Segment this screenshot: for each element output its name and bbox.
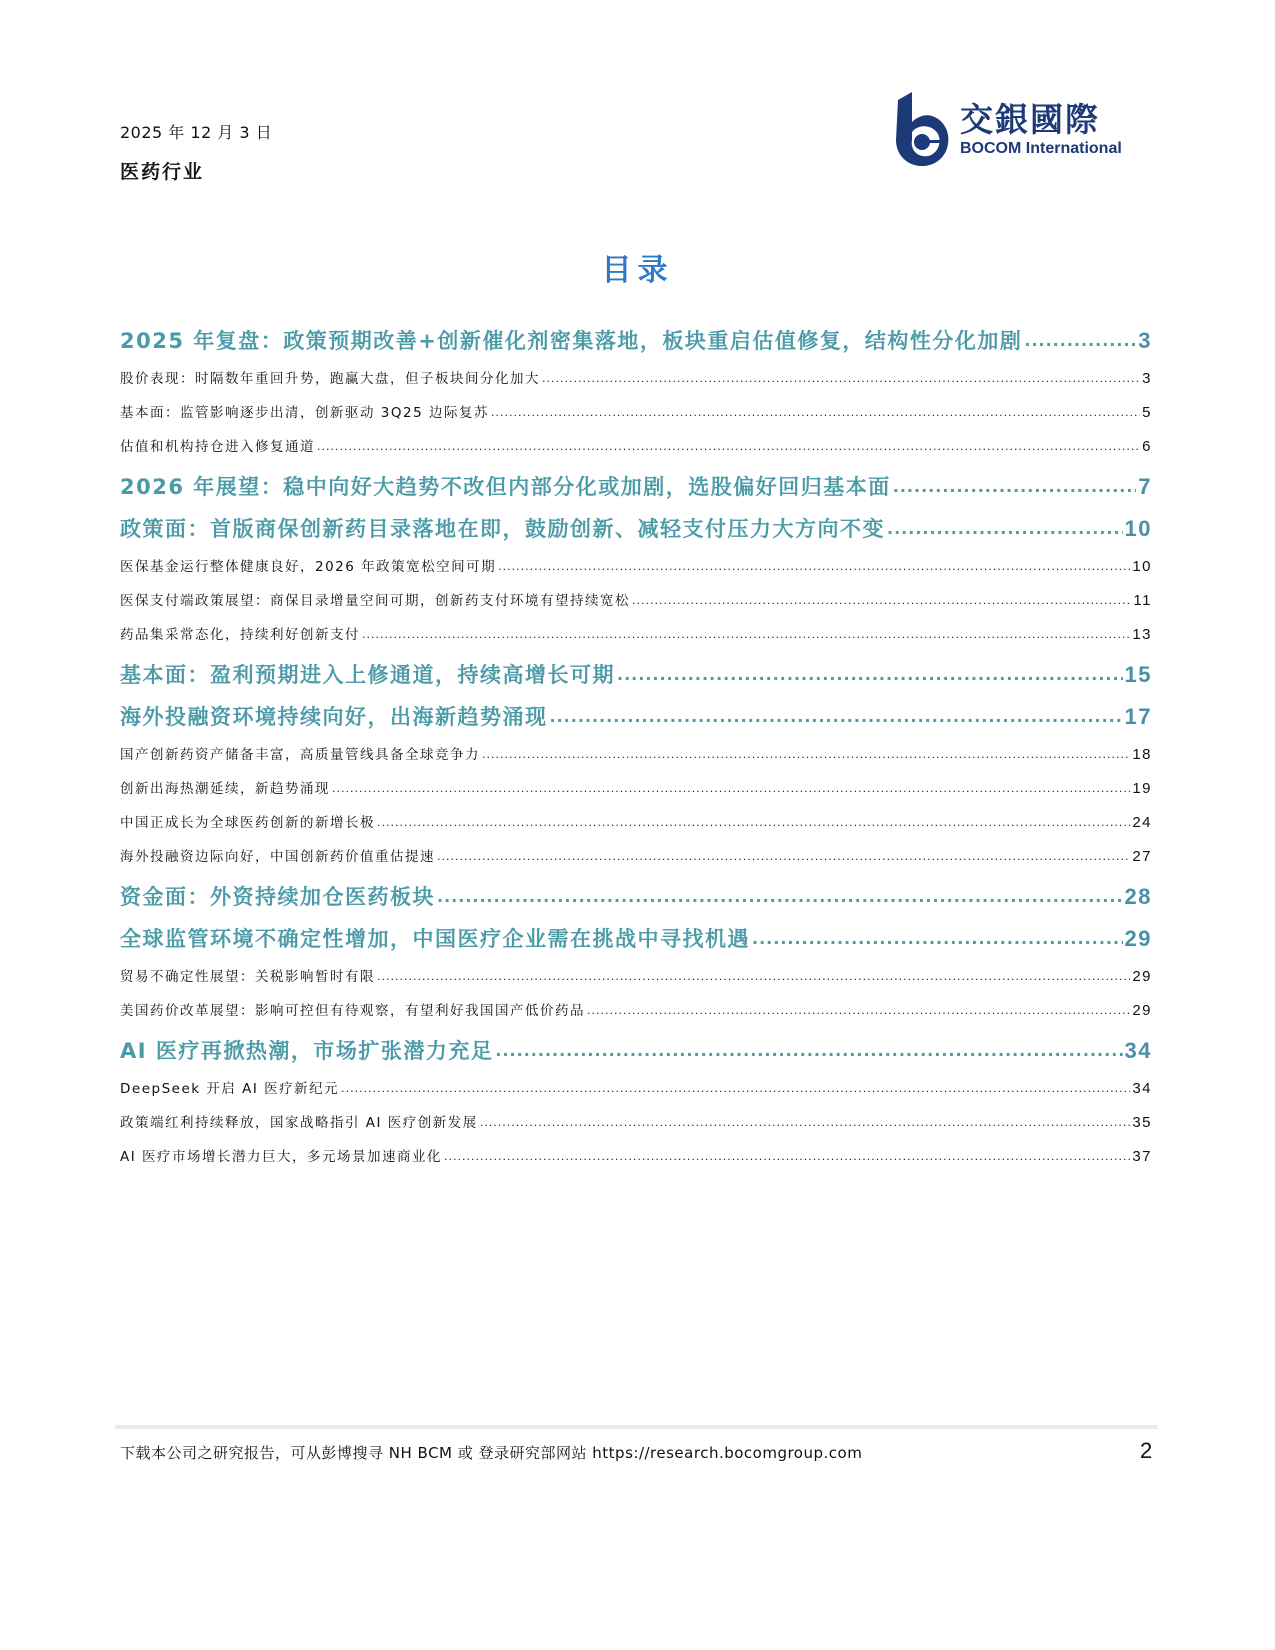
dot-leader xyxy=(887,510,1123,548)
toc-entry-page: 29 xyxy=(1124,926,1152,951)
table-of-contents xyxy=(120,318,1152,1174)
toc-subsection-link[interactable] xyxy=(120,584,1152,618)
dot-leader xyxy=(752,920,1123,958)
toc-entry-label: AI 医疗市场增长潜力巨大，多元场景加速商业化 xyxy=(120,1149,443,1165)
toc-entry-page: 15 xyxy=(1124,662,1152,687)
toc-entry-label: 美国药价改革展望：影响可控但有待观察，有望利好我国国产低价药品 xyxy=(120,1003,585,1019)
toc-entry-label: 创新出海热潮延续，新趋势涌现 xyxy=(120,781,330,797)
toc-entry-page: 17 xyxy=(1124,704,1152,729)
toc-entry-page: 35 xyxy=(1132,1114,1152,1131)
toc-subsection-link[interactable] xyxy=(120,362,1152,396)
dot-leader xyxy=(444,1140,1130,1174)
footer-note: 下载本公司之研究报告，可从彭博搜寻 NH BCM 或 登录研究部网站 https://research.bocomgroup.com xyxy=(120,1444,863,1462)
toc-entry-label: 2026 年展望：稳中向好大趋势不改但内部分化或加剧，选股偏好回归基本面 xyxy=(120,475,891,499)
toc-entry-label: 贸易不确定性展望：关税影响暂时有限 xyxy=(120,969,375,985)
toc-entry-label: 海外投融资边际向好，中国创新药价值重估提速 xyxy=(120,849,435,865)
toc-entry-page: 34 xyxy=(1124,1038,1152,1063)
dot-leader xyxy=(341,1072,1130,1106)
industry-label: 医药行业 xyxy=(120,161,205,183)
toc-title: 目录 xyxy=(601,253,674,288)
logo-name-en: BOCOM International xyxy=(960,139,1122,157)
toc-entry-label: 资金面：外资持续加仓医药板块 xyxy=(120,885,435,909)
toc-entry-label: AI 医疗再掀热潮，市场扩张潜力充足 xyxy=(120,1039,494,1063)
dot-leader xyxy=(377,806,1130,840)
dot-leader xyxy=(617,656,1123,694)
toc-subsection-link[interactable] xyxy=(120,1072,1152,1106)
toc-entry-label: 药品集采常态化，持续利好创新支付 xyxy=(120,627,360,643)
dot-leader xyxy=(491,396,1140,430)
toc-entry-label: 中国正成长为全球医药创新的新增长极 xyxy=(120,815,375,831)
toc-entry-label: DeepSeek 开启 AI 医疗新纪元 xyxy=(120,1081,340,1097)
toc-subsection-link[interactable] xyxy=(120,396,1152,430)
toc-entry-page: 13 xyxy=(1132,626,1152,643)
toc-subsection-link[interactable] xyxy=(120,806,1152,840)
toc-entry-label: 基本面：盈利预期进入上修通道，持续高增长可期 xyxy=(120,663,615,687)
toc-entry-label: 全球监管环境不确定性增加，中国医疗企业需在挑战中寻找机遇 xyxy=(120,927,750,951)
dot-leader xyxy=(437,840,1130,874)
toc-section-link[interactable] xyxy=(120,322,1152,360)
toc-entry-page: 3 xyxy=(1138,328,1152,353)
toc-entry-label: 医保基金运行整体健康良好，2026 年政策宽松空间可期 xyxy=(120,559,497,575)
toc-subsection-link[interactable] xyxy=(120,960,1152,994)
dot-leader xyxy=(893,468,1136,506)
dot-leader xyxy=(632,584,1131,618)
toc-entry-label: 估值和机构持仓进入修复通道 xyxy=(120,439,315,455)
dot-leader xyxy=(498,550,1130,584)
toc-entry-page: 10 xyxy=(1132,558,1152,575)
dot-leader xyxy=(377,960,1130,994)
dot-leader xyxy=(362,618,1130,652)
toc-section-link[interactable] xyxy=(120,468,1152,506)
toc-subsection-link[interactable] xyxy=(120,994,1152,1028)
toc-entry-page: 5 xyxy=(1142,404,1152,421)
toc-entry-label: 2025 年复盘：政策预期改善+创新催化剂密集落地，板块重启估值修复，结构性分化加剧 xyxy=(120,329,1023,353)
dot-leader xyxy=(542,362,1140,396)
logo-name-cn: 交銀國際 xyxy=(960,99,1100,139)
toc-entry-page: 37 xyxy=(1132,1148,1152,1165)
toc-entry-label: 基本面：监管影响逐步出清，创新驱动 3Q25 边际复苏 xyxy=(120,405,489,421)
toc-subsection-link[interactable] xyxy=(120,772,1152,806)
toc-subsection-link[interactable] xyxy=(120,840,1152,874)
toc-section-link[interactable] xyxy=(120,878,1152,916)
toc-entry-page: 29 xyxy=(1132,968,1152,985)
toc-subsection-link[interactable] xyxy=(120,550,1152,584)
footer-divider xyxy=(115,1425,1158,1429)
dot-leader xyxy=(587,994,1130,1028)
page-number: 2 xyxy=(1140,1438,1153,1463)
toc-entry-page: 3 xyxy=(1142,370,1152,387)
toc-section-link[interactable] xyxy=(120,656,1152,694)
toc-entry-label: 股价表现：时隔数年重回升势，跑赢大盘，但子板块间分化加大 xyxy=(120,371,540,387)
toc-subsection-link[interactable] xyxy=(120,618,1152,652)
toc-section-link[interactable] xyxy=(120,510,1152,548)
dot-leader xyxy=(482,738,1130,772)
report-header xyxy=(120,120,272,184)
toc-entry-page: 27 xyxy=(1132,848,1152,865)
toc-subsection-link[interactable] xyxy=(120,430,1152,464)
toc-entry-label: 国产创新药资产储备丰富，高质量管线具备全球竞争力 xyxy=(120,747,480,763)
toc-entry-page: 29 xyxy=(1132,1002,1152,1019)
dot-leader xyxy=(550,698,1123,736)
dot-leader xyxy=(495,1032,1122,1070)
company-logo xyxy=(892,92,1157,167)
toc-entry-page: 18 xyxy=(1132,746,1152,763)
dot-leader xyxy=(480,1106,1131,1140)
toc-section-link[interactable] xyxy=(120,1032,1152,1070)
toc-entry-label: 海外投融资环境持续向好，出海新趋势涌现 xyxy=(120,705,548,729)
toc-subsection-link[interactable] xyxy=(120,1106,1152,1140)
toc-subsection-link[interactable] xyxy=(120,738,1152,772)
toc-section-link[interactable] xyxy=(120,698,1152,736)
toc-entry-page: 34 xyxy=(1132,1080,1152,1097)
toc-entry-page: 6 xyxy=(1142,438,1152,455)
toc-entry-page: 7 xyxy=(1138,474,1152,499)
toc-entry-page: 28 xyxy=(1124,884,1152,909)
toc-section-link[interactable] xyxy=(120,920,1152,958)
toc-entry-label: 医保支付端政策展望：商保目录增量空间可期，创新药支付环境有望持续宽松 xyxy=(120,593,630,609)
toc-entry-label: 政策端红利持续释放，国家战略指引 AI 医疗创新发展 xyxy=(120,1115,478,1131)
toc-entry-page: 19 xyxy=(1132,780,1152,797)
bocom-logo-icon xyxy=(892,92,950,167)
dot-leader xyxy=(437,878,1123,916)
dot-leader xyxy=(1024,322,1136,360)
dot-leader xyxy=(317,430,1140,464)
toc-subsection-link[interactable] xyxy=(120,1140,1152,1174)
dot-leader xyxy=(332,772,1130,806)
toc-entry-page: 10 xyxy=(1124,516,1152,541)
toc-entry-label: 政策面：首版商保创新药目录落地在即，鼓励创新、减轻支付压力大方向不变 xyxy=(120,517,885,541)
report-date: 2025 年 12 月 3 日 xyxy=(120,123,273,142)
toc-entry-page: 11 xyxy=(1133,592,1152,609)
toc-entry-page: 24 xyxy=(1132,814,1152,831)
